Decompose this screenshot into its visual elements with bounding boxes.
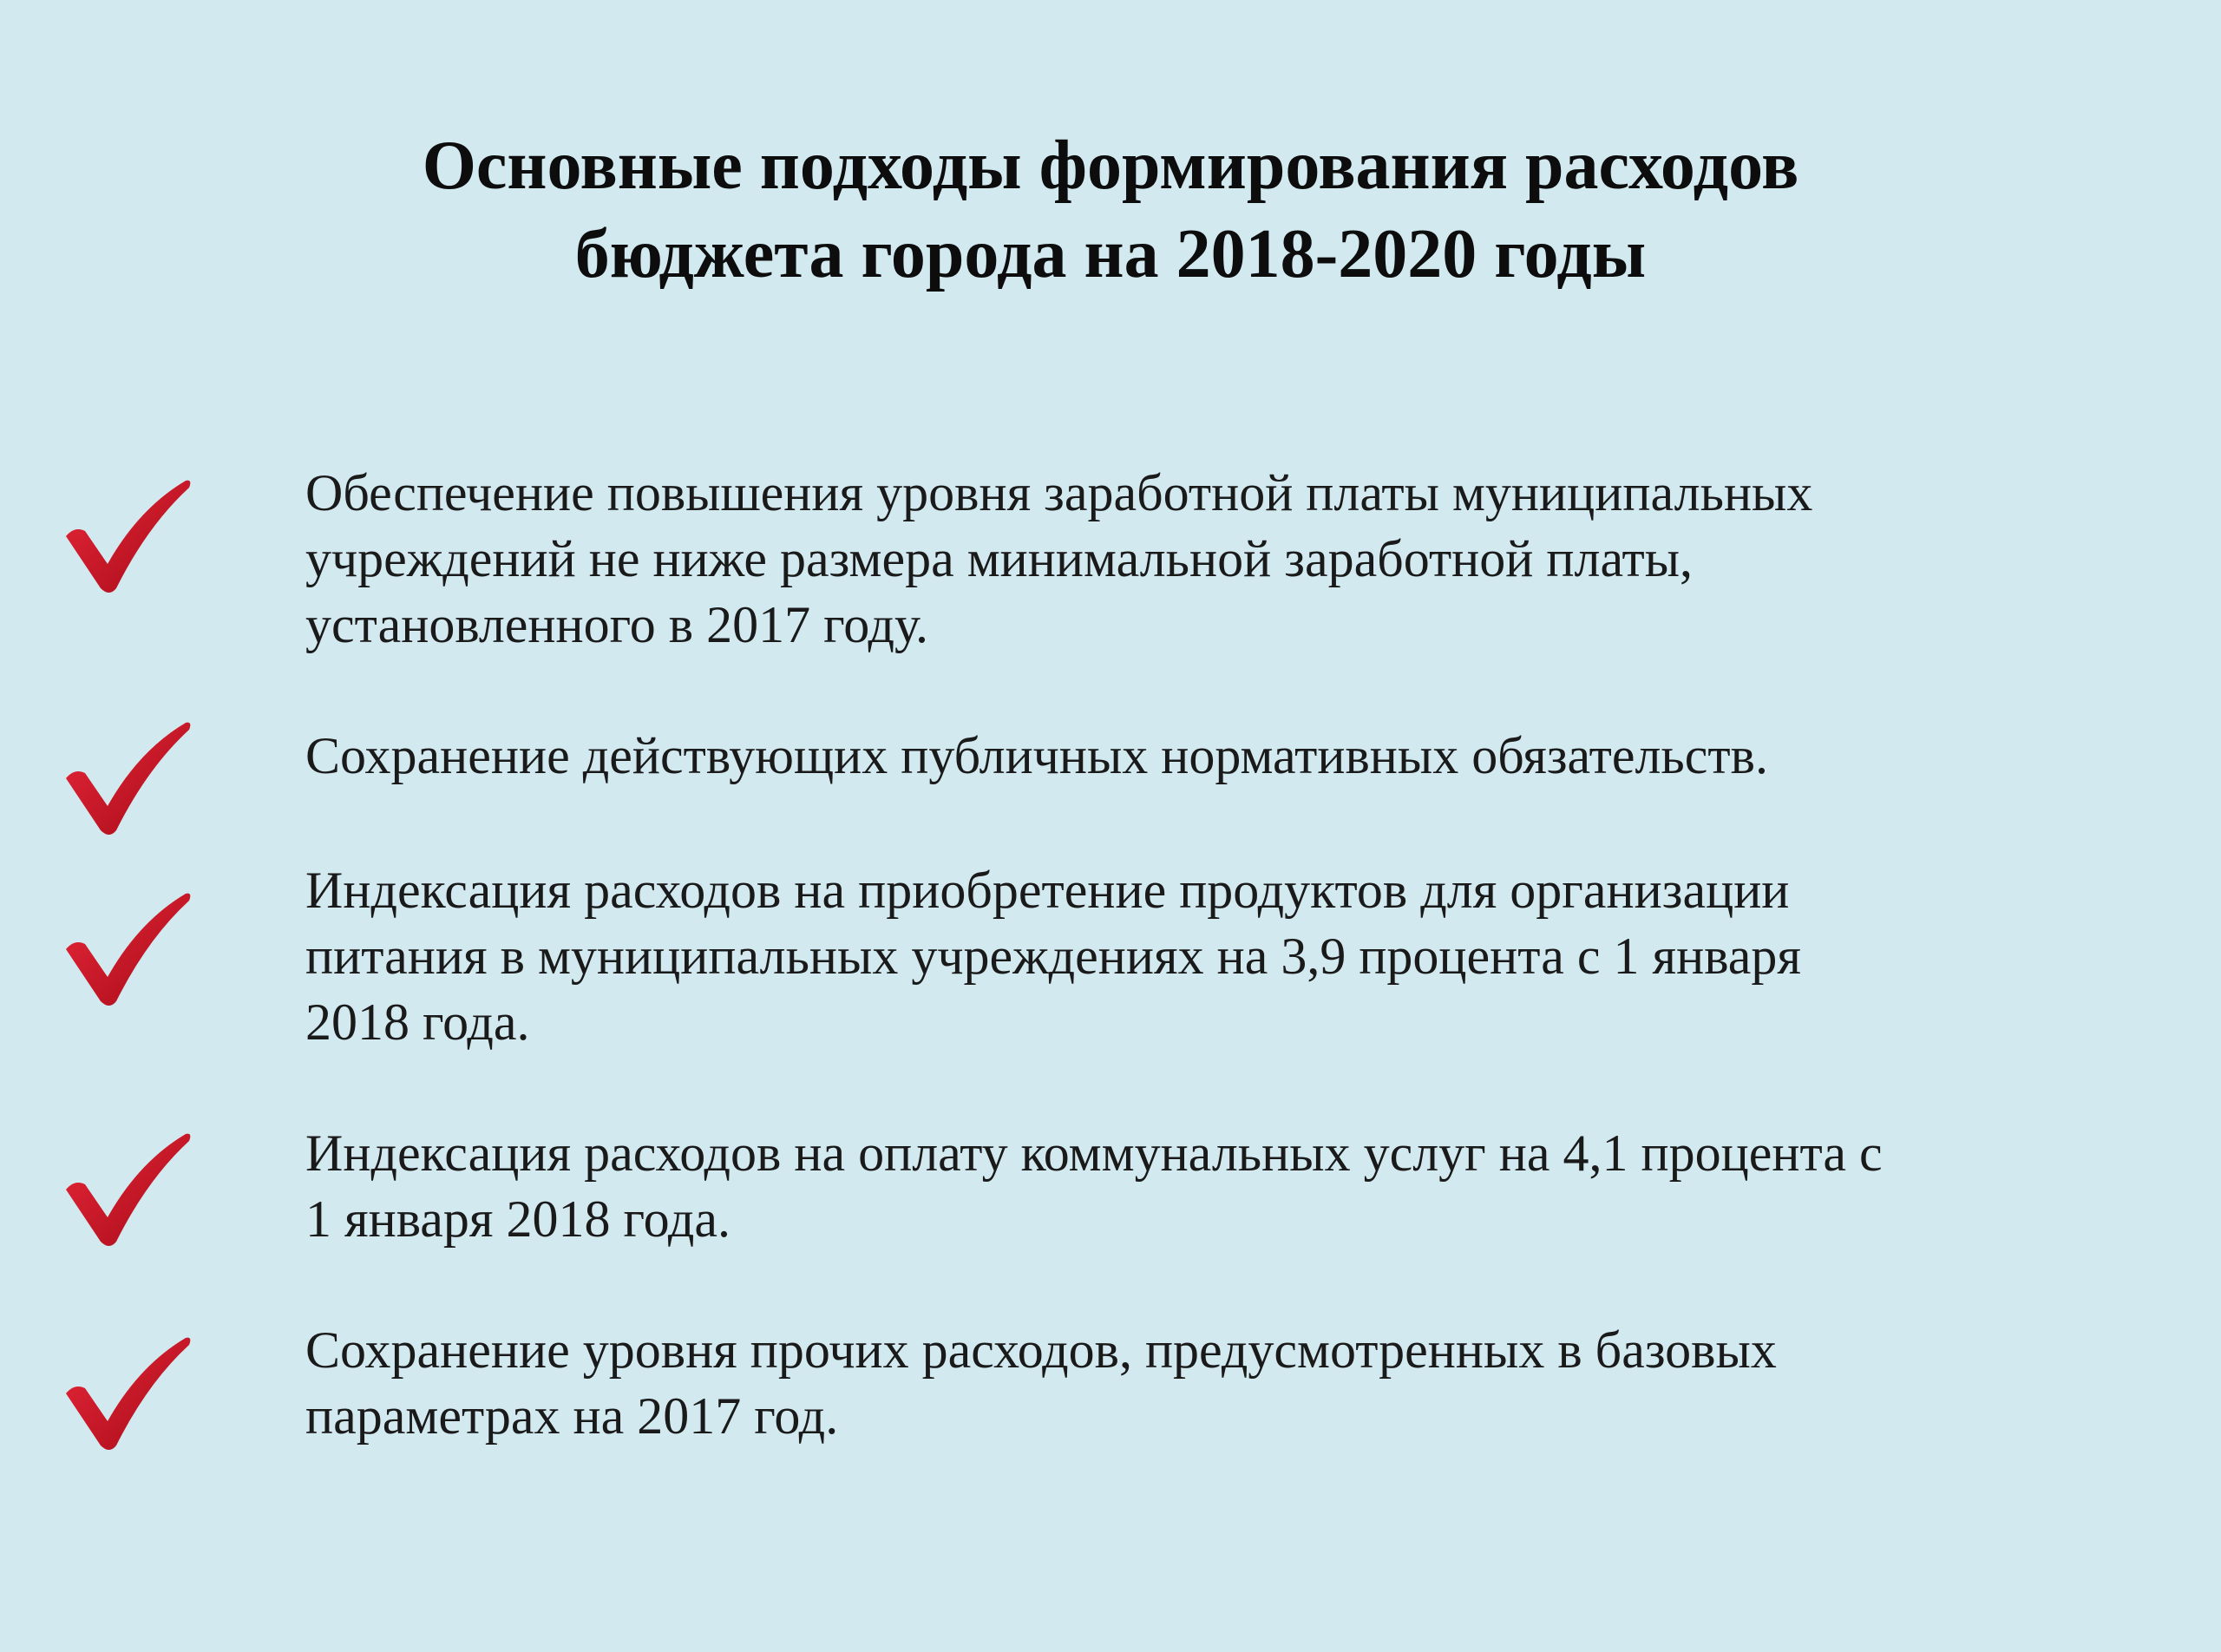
item-line: Индексация расходов на приобретение продуктов для организации bbox=[305, 862, 1790, 919]
item-line: Сохранение уровня прочих расходов, предусмотренных в базовых bbox=[305, 1321, 1777, 1379]
item-text bbox=[305, 460, 1997, 658]
item-line: питания в муниципальных учреждениях на 3,9 процента с 1 января bbox=[305, 928, 1801, 985]
item-text bbox=[305, 1120, 1997, 1252]
item-text bbox=[305, 857, 1997, 1055]
item-text bbox=[305, 723, 1997, 789]
item-text bbox=[305, 1317, 1997, 1449]
check-mark-icon bbox=[62, 474, 194, 595]
item-line: 1 января 2018 года. bbox=[305, 1190, 731, 1248]
check-mark-icon bbox=[62, 716, 194, 837]
item-line: установленного в 2017 году. bbox=[305, 596, 929, 653]
title-line-2: бюджета города на 2018-2020 годы bbox=[574, 216, 1647, 292]
page-title bbox=[0, 121, 2221, 298]
check-mark-icon bbox=[62, 1127, 194, 1249]
title-line-1: Основные подходы формирования расходов bbox=[422, 128, 1799, 204]
item-line: параметрах на 2017 год. bbox=[305, 1387, 839, 1445]
check-mark-icon bbox=[62, 1331, 194, 1452]
item-line: Сохранение действующих публичных нормативных обязательств. bbox=[305, 727, 1768, 784]
item-line: 2018 года. bbox=[305, 993, 530, 1051]
item-line: Обеспечение повышения уровня заработной платы муниципальных bbox=[305, 464, 1813, 521]
item-line: Индексация расходов на оплату коммунальных услуг на 4,1 процента с bbox=[305, 1124, 1883, 1182]
check-mark-icon bbox=[62, 887, 194, 1008]
item-line: учреждений не ниже размера минимальной заработной платы, bbox=[305, 530, 1694, 587]
